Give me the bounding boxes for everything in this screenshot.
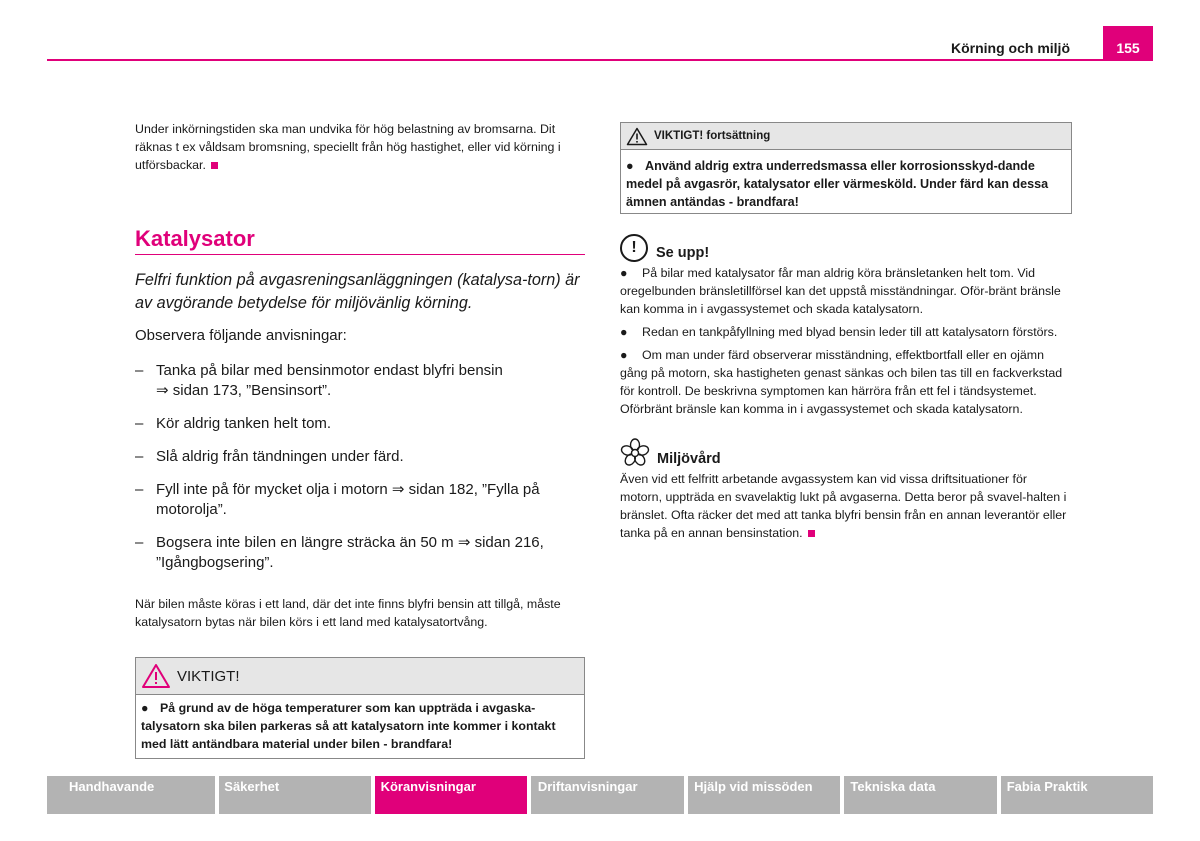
- tab-driftanvisningar[interactable]: Driftanvisningar: [531, 776, 684, 814]
- list-item-text[interactable]: Fyll inte på för mycket olja i motorn ⇒ sidan 182, ”Fylla på: [156, 481, 540, 498]
- exclamation-circle-icon: !: [620, 234, 648, 262]
- dash-marker: –: [135, 534, 144, 551]
- warning-continued-body: [621, 150, 1071, 213]
- page-number: 155: [1103, 26, 1153, 61]
- list-item-text: ”Igångbogsering”.: [156, 554, 274, 571]
- list-item: [135, 480, 585, 520]
- dash-marker: –: [135, 481, 144, 498]
- warning-box: [135, 657, 585, 759]
- note-paragraph: När bilen måste köras i ett land, där det inte finns blyfri bensin att tillgå, måste katalysatorn bytas när bilen körs i ett land med katalysatortvång.: [135, 597, 561, 629]
- header-divider: [47, 59, 1153, 61]
- warning-triangle-icon: [141, 663, 171, 689]
- caution-title: Se upp!: [656, 245, 710, 261]
- section-title: Katalysator: [135, 226, 585, 255]
- tab-tekniska-data[interactable]: Tekniska data: [844, 776, 996, 814]
- caution-item-text: På bilar med katalysator får man aldrig köra bränsletanken helt tom. Vid oregelbunden bränsletillförsel kan det uppstå misständningar. Oför-bränt bränsle kan komma in i avgassystemet och skada katalysatorn.: [620, 266, 1061, 316]
- tab-handhavande[interactable]: Handhavande: [47, 776, 215, 814]
- bullet-icon: ●: [620, 325, 628, 339]
- tab-fabia-praktik[interactable]: Fabia Praktik: [1001, 776, 1153, 814]
- caution-item: [620, 323, 1072, 341]
- environment-section: [620, 438, 1072, 542]
- warning-continued-text: Använd aldrig extra underredsmassa eller korrosionsskyd-dande medel på avgasrör, katalysator eller värmesköld. Under färd kan dessa ämnen antändas - brandfara!: [626, 159, 1049, 209]
- dash-marker: –: [135, 415, 144, 432]
- list-item-text: motorolja”.: [156, 501, 227, 518]
- list-item: [135, 447, 585, 467]
- list-item-text: Kör aldrig tanken helt tom.: [156, 415, 332, 432]
- tab-koranvisningar[interactable]: Köranvisningar: [375, 776, 527, 814]
- warning-body: [136, 695, 584, 758]
- environment-text: Även vid ett felfritt arbetande avgassystem kan vid vissa driftsituationer för motorn, uppträda en svavelaktig lukt på avgaserna. Detta beror på svavel-halten i bränslet. Ofta räcker det med att tanka blyfri bensin från en annan leverantör eller tanka på en annan bensinstation.: [620, 472, 1067, 540]
- warning-label: VIKTIGT!: [177, 667, 240, 685]
- left-column: [135, 120, 585, 759]
- caution-section: [620, 234, 1072, 418]
- pink-square-icon: [211, 162, 218, 169]
- bullet-icon: ●: [620, 348, 628, 362]
- caution-item-text: Om man under färd observerar misständning, effektbortfall eller en ojämn gång på motorn, ska hastigheten genast sänkas och bilen tas till en fackverkstad för kontroll. De beskrivna symptomen kan härröra från ett fel i tändsystemet. Oförbränt bränsle kan komma in i avgassystemet och skada katalysatorn.: [620, 348, 1063, 416]
- warning-triangle-icon: [626, 127, 648, 146]
- list-item-text: Tanka på bilar med bensinmotor endast blyfri bensin: [156, 362, 503, 379]
- warning-text: På grund av de höga temperaturer som kan uppträda i avgaska-talysatorn ska bilen parkeras så att katalysatorn inte kommer i kontakt med lätt antändbara material under bilen - brandfara!: [141, 701, 556, 751]
- list-item-text: Slå aldrig från tändningen under färd.: [156, 448, 404, 465]
- environment-header: [620, 438, 1072, 468]
- tab-sakerhet[interactable]: Säkerhet: [219, 776, 370, 814]
- dash-marker: –: [135, 448, 144, 465]
- lead-paragraph: Felfri funktion på avgasreningsanläggningen (katalysa-torn) är av avgörande betydelse för miljövänlig körning.: [135, 271, 580, 312]
- flower-icon: [620, 438, 650, 468]
- footer-navigation: [47, 776, 1153, 814]
- list-item-text[interactable]: Bogsera inte bilen en längre sträcka än 50 m ⇒ sidan 216,: [156, 534, 544, 551]
- caution-item-text: Redan en tankpåfyllning med blyad bensin leder till att katalysatorn förstörs.: [642, 325, 1058, 339]
- right-column: [620, 122, 1072, 542]
- bullet-icon: ●: [141, 701, 149, 715]
- warning-header: [136, 658, 584, 695]
- environment-title: Miljövård: [657, 451, 721, 467]
- intro-paragraph: [135, 120, 585, 174]
- observe-text: Observera följande anvisningar:: [135, 327, 347, 344]
- header-title: Körning och miljö: [951, 40, 1070, 56]
- list-item: [135, 361, 585, 401]
- list-item-reference[interactable]: ⇒ sidan 173, ”Bensinsort”.: [156, 382, 332, 399]
- environment-paragraph: [620, 470, 1072, 542]
- caution-item: [620, 346, 1072, 418]
- list-item: [135, 414, 585, 434]
- instruction-list: [135, 361, 585, 573]
- caution-item: [620, 264, 1072, 318]
- bullet-icon: ●: [620, 266, 628, 280]
- tab-hjalp-vid-missoden[interactable]: Hjälp vid missöden: [688, 776, 840, 814]
- list-item: [135, 533, 585, 573]
- intro-text: Under inkörningstiden ska man undvika för hög belastning av bromsarna. Dit räknas t ex våldsam bromsning, speciellt från hög hastighet, eller vid körning i utförsbackar.: [135, 122, 561, 172]
- caution-header: [620, 234, 1072, 262]
- pink-square-icon: [808, 530, 815, 537]
- warning-continued-box: [620, 122, 1072, 214]
- warning-continued-label: VIKTIGT! fortsättning: [654, 130, 771, 142]
- dash-marker: –: [135, 362, 144, 379]
- warning-continued-header: [621, 123, 1071, 150]
- bullet-icon: ●: [626, 159, 634, 173]
